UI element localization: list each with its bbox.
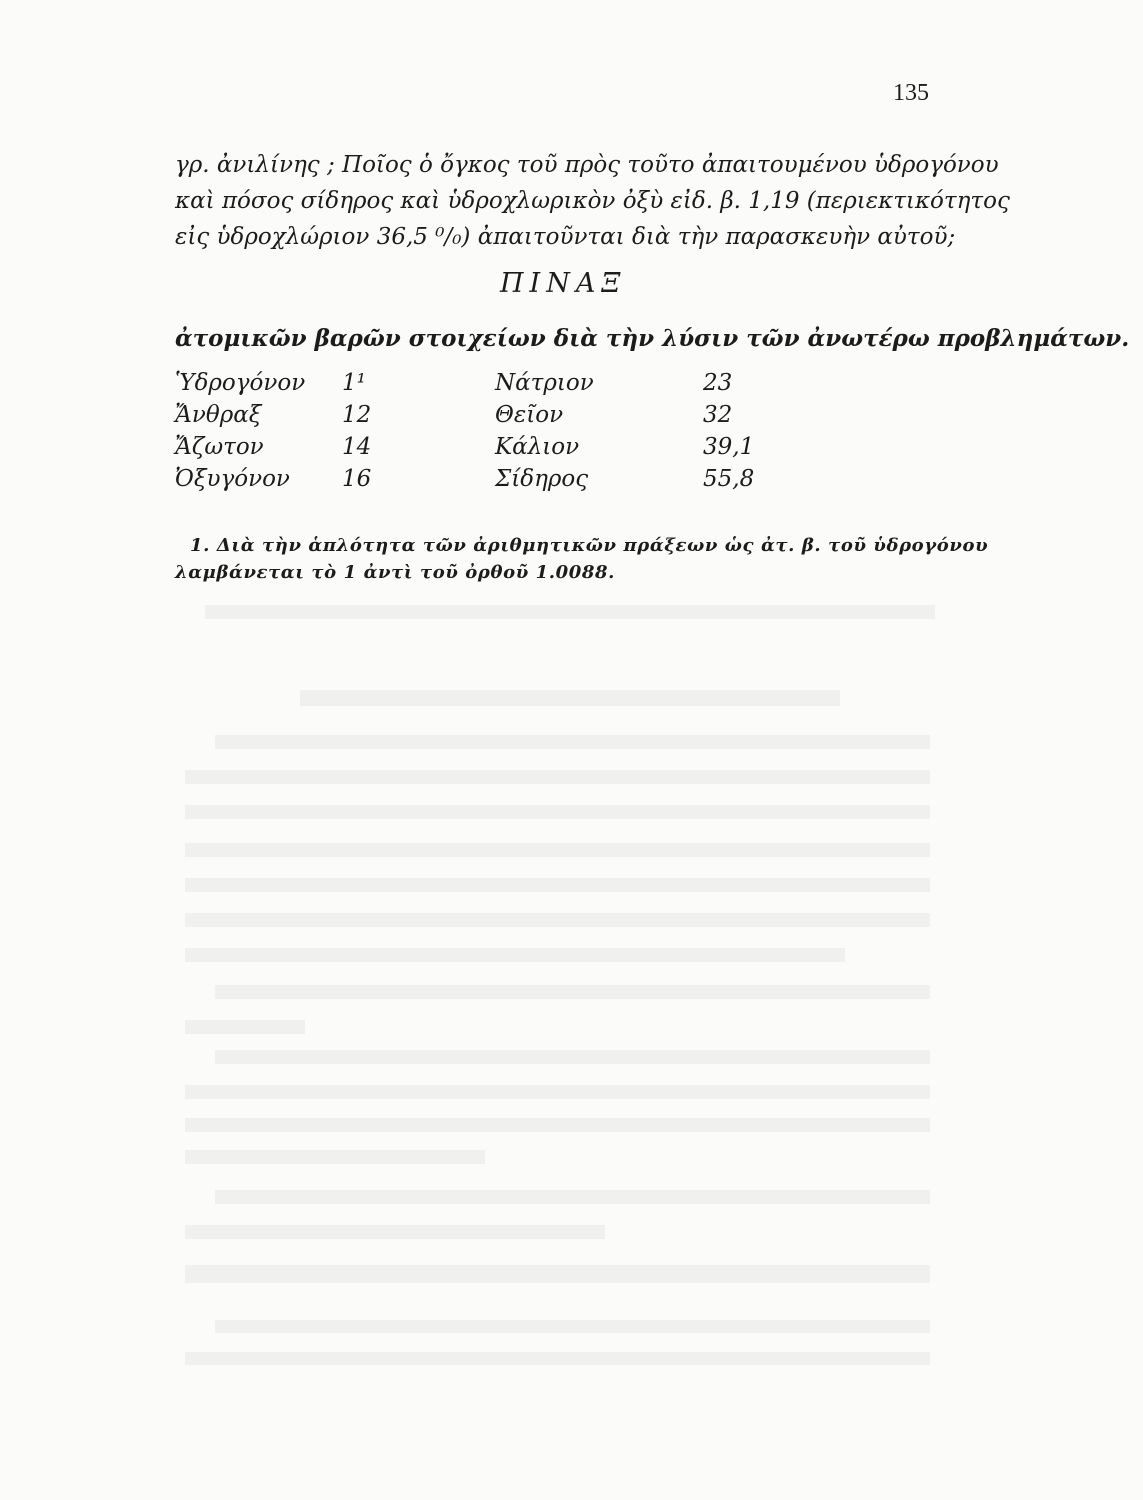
problem-paragraph	[175, 147, 1010, 255]
footnote	[175, 532, 989, 586]
element-name: Κάλιον	[495, 434, 580, 460]
atomic-weights-table	[175, 370, 775, 498]
table-row	[175, 370, 775, 402]
element-name: Ὀξυγόνον	[175, 466, 290, 492]
atomic-weight: 39,1	[703, 434, 755, 460]
footnote-line: 1. Διὰ τὴν ἁπλότητα τῶν ἀριθμητικῶν πράξεων ὡς ἀτ. β. τοῦ ὑδρογόνου	[190, 535, 989, 556]
table-row	[175, 402, 775, 434]
paragraph-line: καὶ πόσος σίδηρος καὶ ὑδροχλωρικὸν ὀξὺ εἰδ. β. 1,19 (περιεκτικότητος	[175, 188, 1010, 214]
element-name: Ὑδρογόνον	[175, 370, 306, 396]
paragraph-line: εἰς ὑδροχλώριον 36,5 ⁰/₀) ἀπαιτοῦνται διὰ τὴν παρασκευὴν αὐτοῦ;	[175, 224, 956, 250]
element-name: Νάτριον	[495, 370, 594, 396]
element-name: Ἄνθραξ	[175, 402, 262, 428]
table-row	[175, 434, 775, 466]
page-number: 135	[893, 80, 929, 106]
table-title: ΠΙΝΑΞ	[500, 268, 627, 299]
table-row	[175, 466, 775, 498]
atomic-weight: 14	[342, 434, 372, 460]
atomic-weight: 32	[703, 402, 733, 428]
paragraph-line: γρ. ἀνιλίνης ; Ποῖος ὁ ὄγκος τοῦ πρὸς τοῦτο ἀπαιτουμένου ὑδρογόνου	[175, 152, 999, 178]
atomic-weight: 12	[342, 402, 372, 428]
element-name: Ἄζωτον	[175, 434, 264, 460]
footnote-line: λαμβάνεται τὸ 1 ἀντὶ τοῦ ὀρθοῦ 1.0088.	[175, 562, 615, 583]
atomic-weight: 55,8	[703, 466, 755, 492]
atomic-weight: 16	[342, 466, 372, 492]
table-caption: ἀτομικῶν βαρῶν στοιχείων διὰ τὴν λύσιν τῶν ἀνωτέρω προβλημάτων.	[175, 325, 1130, 352]
element-name: Σίδηρος	[495, 466, 589, 492]
element-name: Θεῖον	[495, 402, 564, 428]
atomic-weight: 23	[703, 370, 733, 396]
atomic-weight: 1¹	[342, 370, 366, 396]
